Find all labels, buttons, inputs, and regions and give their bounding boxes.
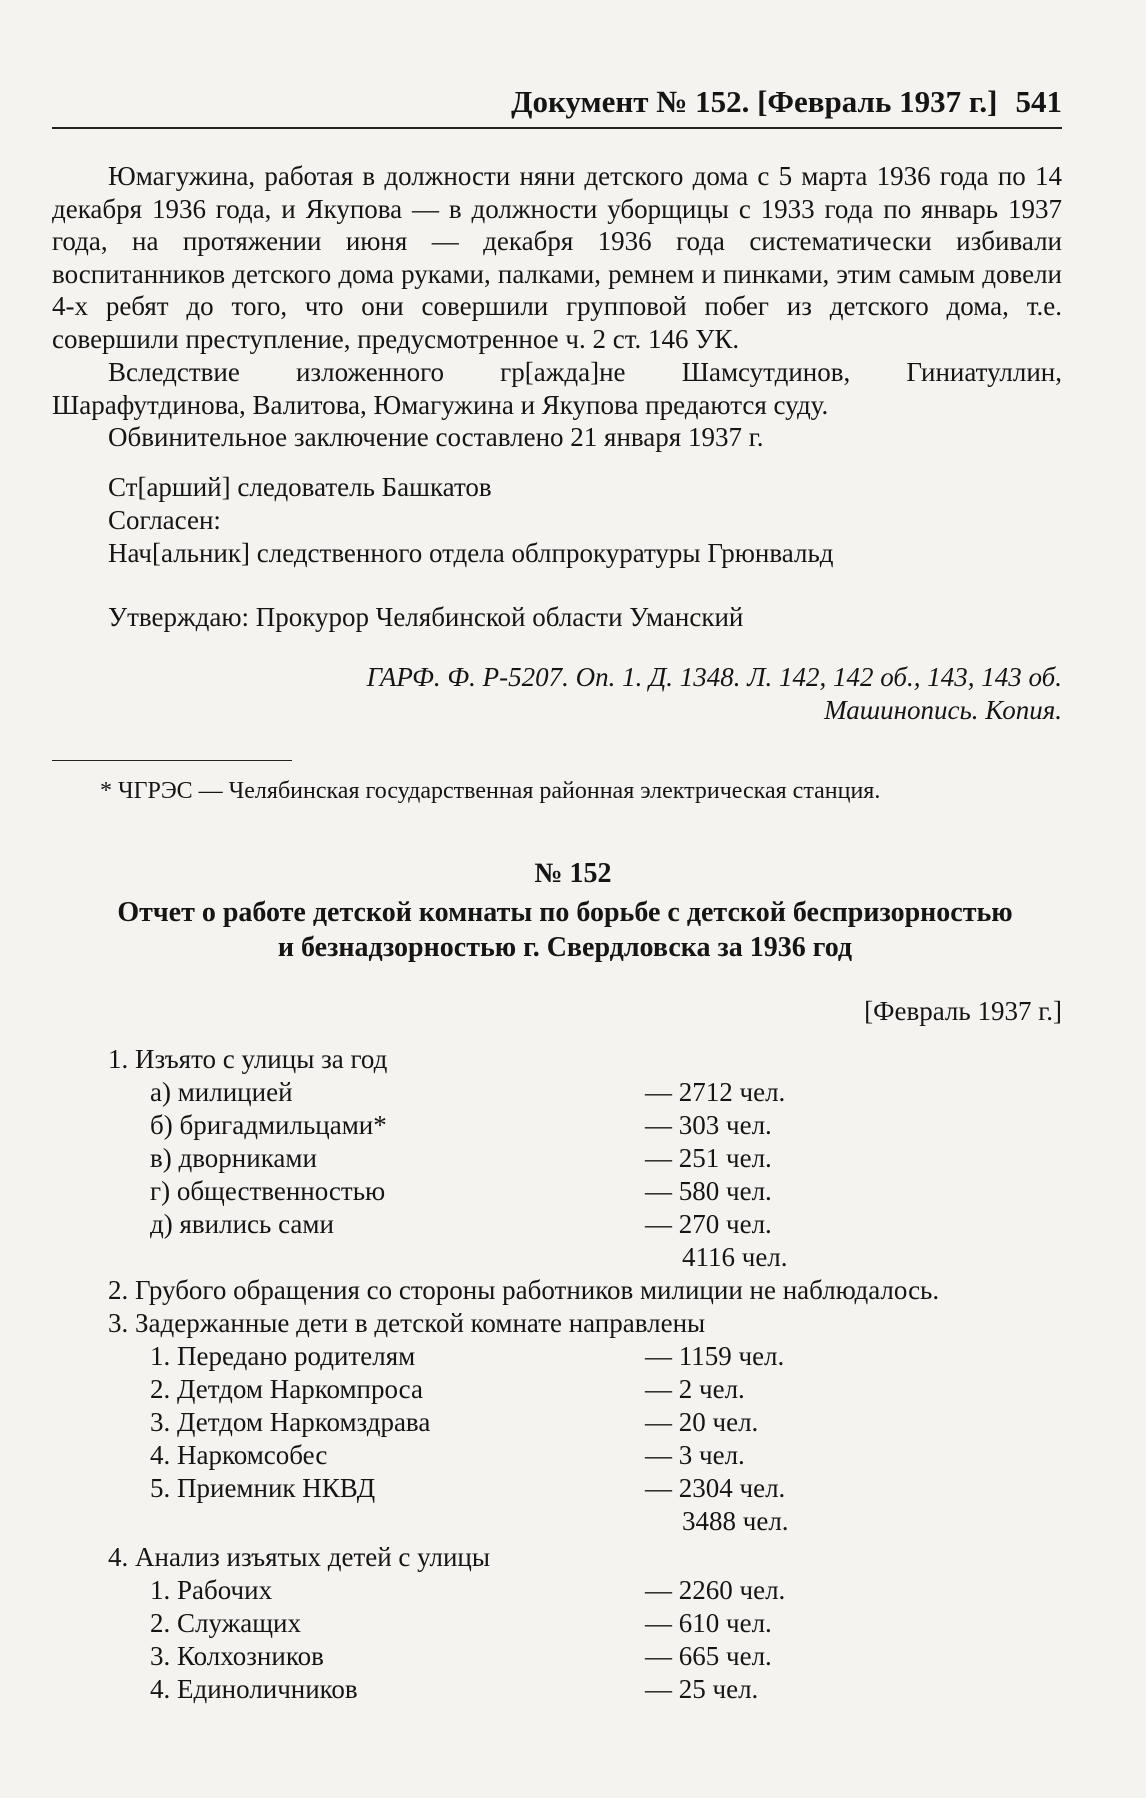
signature-chief: Нач[альник] следственного отдела облпрокуратуры Грюнвальд [108, 538, 834, 568]
section-2-text: 2. Грубого обращения со стороны работников милиции не наблюдалось. [108, 1275, 940, 1305]
list-item-value: — 665 чел. [645, 1641, 772, 1671]
document-title-line-2: и безнадзорностью г. Свердловска за 1936 год [277, 932, 853, 963]
list-item-value: — 1159 чел. [645, 1341, 785, 1371]
document-number: № 152 [534, 858, 612, 889]
list-item-value: — 25 чел. [645, 1674, 759, 1704]
list-item-label: 1. Передано родителям [150, 1341, 416, 1371]
document-title-line-1: Отчет о работе детской комнаты по борьбе с детской беспризорностью [117, 897, 1013, 928]
signature-agreed: Согласен: [108, 505, 221, 535]
conclusion-line: Обвинительное заключение составлено 21 января 1937 г. [108, 422, 764, 452]
list-item-label: 5. Приемник НКВД [150, 1473, 376, 1503]
document-type: Машинопись. Копия. [824, 695, 1062, 725]
list-item-label: 1. Рабочих [150, 1575, 273, 1605]
list-item-label: д) явились сами [150, 1209, 334, 1239]
section-1-total: 4116 чел. [682, 1242, 788, 1272]
document-date: [Февраль 1937 г.] [864, 996, 1062, 1026]
list-item-label: б) бригадмильцами* [150, 1110, 387, 1140]
list-item-label: г) общественностью [150, 1176, 386, 1206]
footnote-rule [52, 760, 292, 761]
list-item-value: — 610 чел. [645, 1608, 772, 1638]
list-item-label: 2. Служащих [150, 1608, 302, 1638]
list-item-label: 3. Детдом Наркомздрава [150, 1407, 431, 1437]
section-4-heading: 4. Анализ изъятых детей с улицы [108, 1542, 490, 1572]
list-item-label: а) милицией [150, 1077, 293, 1107]
intro-paragraph-1: Юмагужина, работая в должности няни детского дома с 5 марта 1936 года по 14 декабря 1936 года, и Якупова — в должности уборщицы с 1933 года по январь 1937 года, на протяжении июня — декабря 1936 года систематически избивали воспитанников детского дома руками, палками, ремнем и пинками, этим самым довели 4-х ребят до того, что они совершили групповой побег из детского дома, т.е. совершили преступление, предусмотренное ч. 2 ст. 146 УК. [52, 161, 1062, 354]
header-rule [52, 127, 1062, 129]
list-item-value: — 251 чел. [645, 1143, 772, 1173]
list-item-label: 3. Колхозников [150, 1641, 324, 1671]
list-item-value: — 20 чел. [645, 1407, 759, 1437]
list-item-value: — 2712 чел. [645, 1077, 786, 1107]
header-title: Документ № 152. [Февраль 1937 г.] [511, 84, 998, 119]
list-item-value: — 2 чел. [645, 1374, 745, 1404]
section-3-heading: 3. Задержанные дети в детской комнате направлены [108, 1308, 706, 1338]
list-item-value: — 580 чел. [645, 1176, 772, 1206]
running-header [52, 82, 1062, 122]
list-item-label: 4. Единоличников [150, 1674, 358, 1704]
list-item-value: — 2304 чел. [645, 1473, 786, 1503]
list-item-label: 2. Детдом Наркомпроса [150, 1374, 423, 1404]
archive-reference: ГАРФ. Ф. Р-5207. Оп. 1. Д. 1348. Л. 142, 142 об., 143, 143 об. [366, 662, 1062, 692]
signature-prosecutor: Утверждаю: Прокурор Челябинской области Уманский [108, 602, 744, 632]
list-item-label: 4. Наркомсобес [150, 1440, 328, 1470]
footnote-chgres: * ЧГРЭС — Челябинская государственная районная электрическая станция. [100, 778, 881, 804]
signature-investigator: Ст[арший] следователь Башкатов [108, 472, 492, 502]
page-number: 541 [1015, 84, 1062, 119]
section-3-total: 3488 чел. [682, 1506, 789, 1536]
list-item-label: в) дворниками [150, 1143, 317, 1173]
list-item-value: — 3 чел. [645, 1440, 745, 1470]
list-item-value: — 2260 чел. [645, 1575, 786, 1605]
list-item-value: — 303 чел. [645, 1110, 772, 1140]
list-item-value: — 270 чел. [645, 1209, 772, 1239]
intro-paragraph-2: Вследствие изложенного гр[ажда]не Шамсутдинов, Гиниатуллин, Шарафутдинова, Валитова, Юмагужина и Якупова предаются суду. [52, 357, 1062, 420]
section-1-heading: 1. Изъято с улицы за год [108, 1044, 388, 1074]
